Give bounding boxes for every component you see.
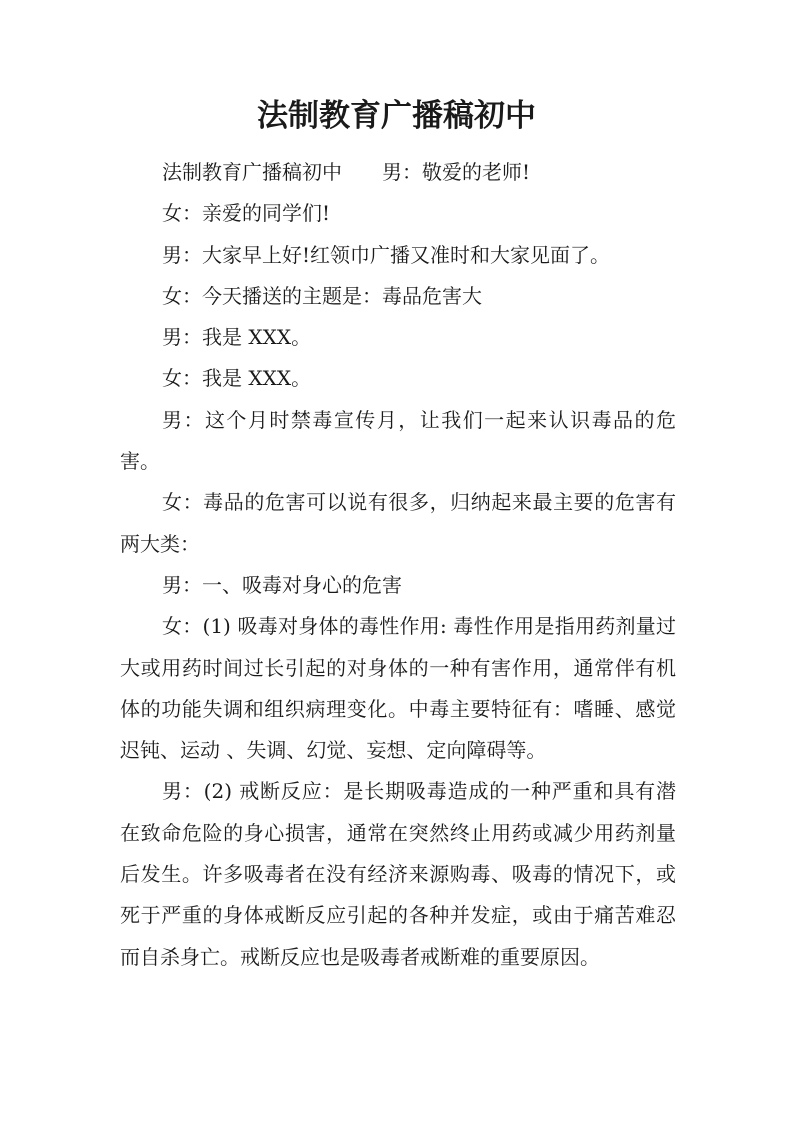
paragraph-9: 女：(1) 吸毒对身体的毒性作用: 毒性作用是指用药剂量过大或用药时间过长引起的对身体的一种有害作用，通常伴有机体的功能失调和组织病理变化。中毒主要特征有：嗜睡、感觉迟钝、运动 、失调、幻觉、妄想、定向障碍等。 (120, 614, 676, 763)
paragraph-4: 男：我是 XXX。 (162, 325, 312, 350)
paragraph-5: 女：我是 XXX。 (162, 366, 312, 391)
paragraph-8: 男：一、吸毒对身心的危害 (162, 572, 402, 597)
paragraph-10: 男：(2) 戒断反应：是长期吸毒造成的一种严重和具有潜在致命危险的身心损害，通常在突然终止用药或减少用药剂量后发生。许多吸毒者在没有经济来源购毒、吸毒的情况下，或死于严重的身体戒断反应引起的各种并发症，或由于痛苦难忍而自杀身亡。戒断反应也是吸毒者戒断难的重要原因。 (120, 779, 676, 969)
paragraph-2: 男：大家早上好!红领巾广播又准时和大家见面了。 (162, 242, 611, 267)
paragraph-3: 女：今天播送的主题是：毒品危害大 (162, 283, 482, 308)
opening-line (120, 152, 676, 193)
opening-line-title: 法制教育广播稿初中 (162, 160, 342, 184)
document-body (120, 152, 676, 978)
document-title: 法制教育广播稿初中 (257, 98, 536, 134)
opening-line-greeting: 男：敬爱的老师! (382, 160, 531, 184)
paragraph-6: 男：这个月时禁毒宣传月，让我们一起来认识毒品的危害。 (120, 407, 676, 474)
paragraph-7: 女：毒品的危害可以说有很多，归纳起来最主要的危害有两大类： (120, 490, 676, 556)
paragraph-1: 女：亲爱的同学们! (162, 201, 331, 226)
